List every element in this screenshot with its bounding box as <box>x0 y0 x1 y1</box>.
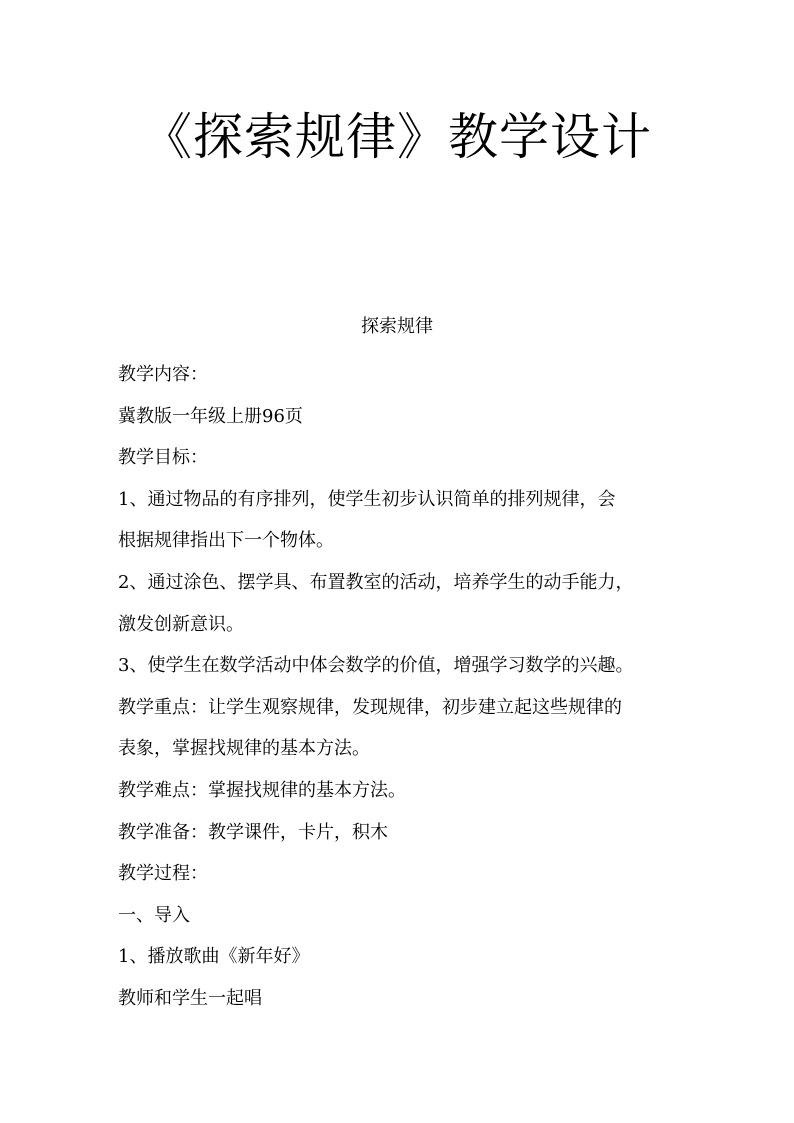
section-subtitle: 探索规律 <box>361 316 433 337</box>
paragraph-line: 1、通过物品的有序排列，使学生初步认识简单的排列规律，会 <box>118 488 616 510</box>
paragraph-line: 表象，掌握找规律的基本方法。 <box>118 738 370 760</box>
paragraph-line: 教学过程： <box>118 863 208 885</box>
paragraph-line: 教学重点：让学生观察规律，发现规律，初步建立起这些规律的 <box>118 696 622 718</box>
paragraph-line: 一、导入 <box>118 904 190 926</box>
paragraph-line: 根据规律指出下一个物体。 <box>118 530 334 552</box>
paragraph-line: 教学内容： <box>118 364 208 385</box>
paragraph-line: 冀教版一年级上册96页 <box>118 405 303 427</box>
paragraph-line: 教师和学生一起唱 <box>118 987 262 1009</box>
paragraph-line: 教学目标： <box>118 447 208 469</box>
document-body <box>118 354 678 1020</box>
document-title: 《探索规律》教学设计 <box>142 108 652 166</box>
paragraph-line: 激发创新意识。 <box>118 613 244 635</box>
paragraph-line: 2、通过涂色、摆学具、布置教室的活动，培养学生的动手能力， <box>118 571 634 593</box>
paragraph-line: 1、播放歌曲《新年好》 <box>118 946 310 968</box>
paragraph-line: 教学准备：教学课件，卡片，积木 <box>118 821 388 843</box>
paragraph-line: 3、使学生在数学活动中体会数学的价值，增强学习数学的兴趣。 <box>118 655 634 677</box>
paragraph-line: 教学难点：掌握找规律的基本方法。 <box>118 779 406 801</box>
